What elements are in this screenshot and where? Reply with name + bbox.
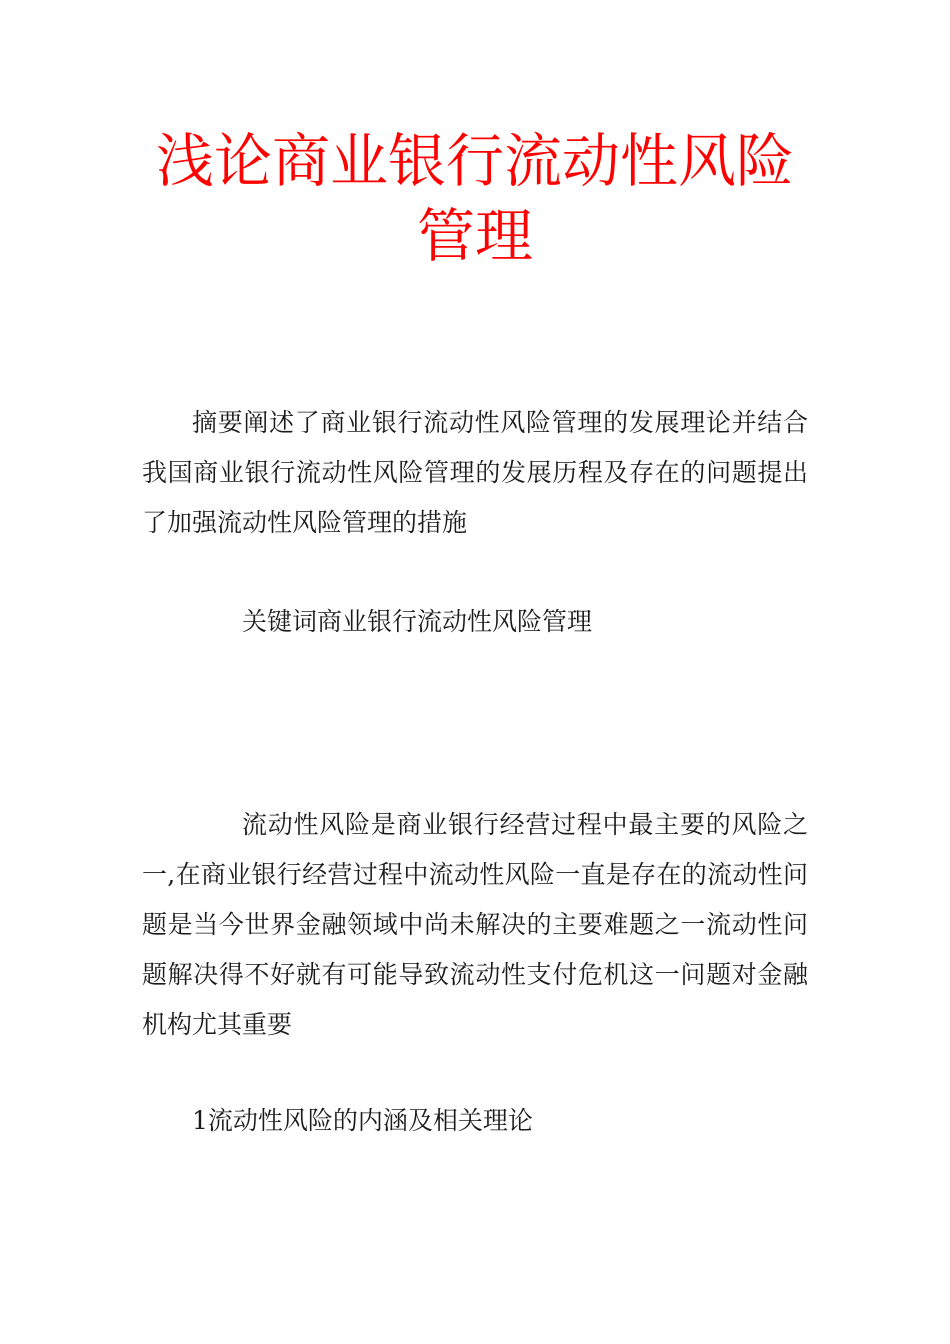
document-title: 浅论商业银行流动性风险管理	[155, 127, 794, 270]
keywords-line: 关键词商业银行流动性风险管理	[242, 607, 593, 636]
abstract-paragraph: 摘要阐述了商业银行流动性风险管理的发展理论并结合我国商业银行流动性风险管理的发展历程及存在的问题提出了加强流动性风险管理的措施	[142, 408, 808, 537]
intro-paragraph: 流动性风险是商业银行经营过程中最主要的风险之一,在商业银行经营过程中流动性风险一直是存在的流动性问题是当今世界金融领域中尚未解决的主要难题之一流动性问题解决得不好就有可能导致流动性支付危机这一问题对金融机构尤其重要	[142, 810, 808, 1039]
section-heading: 1流动性风险的内涵及相关理论	[192, 1106, 533, 1135]
